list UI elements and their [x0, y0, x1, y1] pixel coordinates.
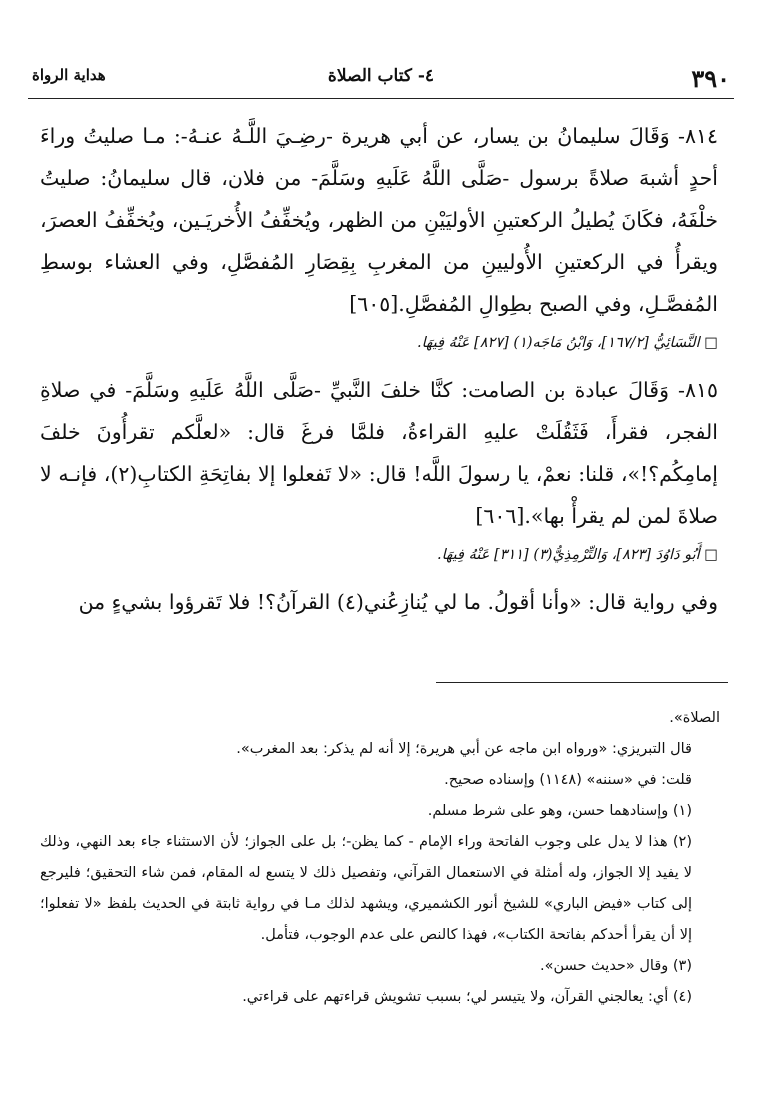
chapter-title: ٤- كتاب الصلاة: [327, 66, 435, 86]
footnote-tabrizi: قال التبريزي: «ورواه ابن ماجه عن أبي هريرة؛ إلا أنه لم يذكر: بعد المغرب».: [236, 741, 692, 757]
page-header: [28, 58, 734, 99]
footnote-3: (٣) وقال «حديث حسن».: [540, 958, 692, 974]
footnote-2: (٢) هذا لا يدل على وجوب الفاتحة وراء الإمام - كما يظن-؛ بل على الجواز؛ لأن الاستثناء جاء بعد النهي، وذلك لا يفيد إلا الجواز، وله أمثلة في الاستعمال القرآني، وتفصيل ذلك لا يتسع له المقام، فمن شاء التحقيق؛ فليرجع إلى كتاب «فيض الباري» للشيخ أنور الكشميري، ويشهد لذلك مـا في رواية ثابتة في الحديث بلفظ «لا تفعلوا؛ إلا أن يقرأ أحدكم بفاتحة الكتاب»، فهذا كالنص على عدم الوجوب، فتأمل.: [40, 834, 692, 943]
hadith-814-source: □ النَّسَائِيُّ [١٦٧/٢]، وَابْنُ مَاجَه(١) [٨٢٧] عَنْهُ فِيهَا.: [417, 335, 718, 351]
hadith-814: ٨١٤- وَقَالَ سليمانُ بن يسار، عن أبي هريرة -رضِـيَ اللَّـهُ عنـهُ-: مـا صليتُ وراءَ أحدٍ أشبهَ صلاةً برسول -صَلَّى اللَّهُ عَلَيهِ وسَلَّمَ- من فلان، قال سليمانُ: صليتُ خلْفَهُ، فكَانَ يُطيلُ الركعتينِ الأوليَيْنِ من الظهر، ويُخفِّفُ الأُخريَـين، ويُخفِّفُ العصرَ، ويقرأُ في الركعتينِ الأُوليينِ من المغربِ بِقِصَارِ المُفصَّلِ، وفي العشاء بوسطِ المُفصَّـلِ، وفي الصبح بطِوالِ المُفصَّلِ.[٦٠٥]: [40, 124, 718, 316]
page-number: ٣٩٠: [691, 64, 730, 93]
footnote-4: (٤) أي: يعالجني القرآن، ولا يتيسر لي؛ بسبب تشويش قراءتهم على قراءتي.: [242, 989, 692, 1005]
book-title: هداية الرواة: [32, 66, 106, 84]
hadith-815: ٨١٥- وَقَالَ عبادة بن الصامت: كنَّا خلفَ النَّبيِّ -صَلَّى اللَّهُ عَلَيهِ وسَلَّمَ- في صلاةِ الفجر، فقرأَ، فَثَقُلَتْ عليهِ القراءةُ، فلمَّا فرغَ قال: «لعلَّكم تقرأُونَ خلفَ إمامِكُم؟!»، قلنا: نعمْ، يا رسولَ اللَّه! قال: «لا تَفعلوا إلا بفاتِحَةِ الكتابِ(٢)، فإنـه لا صلاةَ لمن لم يقرأْ بها».[٦٠٦]: [40, 378, 718, 528]
footnotes: [40, 703, 720, 1013]
main-text: [40, 115, 718, 623]
footnote-qultu: قلت: في «سننه» (١١٤٨) وإسناده صحيح.: [444, 772, 692, 788]
footnote-1: (١) وإسنادهما حسن، وهو على شرط مسلم.: [427, 803, 692, 819]
hadith-815-source: □ أَبُو دَاوُدَ [٨٢٣]، وَالتِّرْمِذِيُّ(٣) [٣١١] عَنْهُ فِيهَا.: [436, 547, 718, 563]
hadith-815-continuation: وفي رواية قال: «وأنا أقولُ. ما لي يُنازِعُني(٤) القرآنُ؟! فلا تَقرؤوا بشيءٍ من: [78, 590, 718, 614]
footnote-divider: [436, 682, 728, 683]
footnote-carryover: الصلاة».: [669, 710, 720, 726]
